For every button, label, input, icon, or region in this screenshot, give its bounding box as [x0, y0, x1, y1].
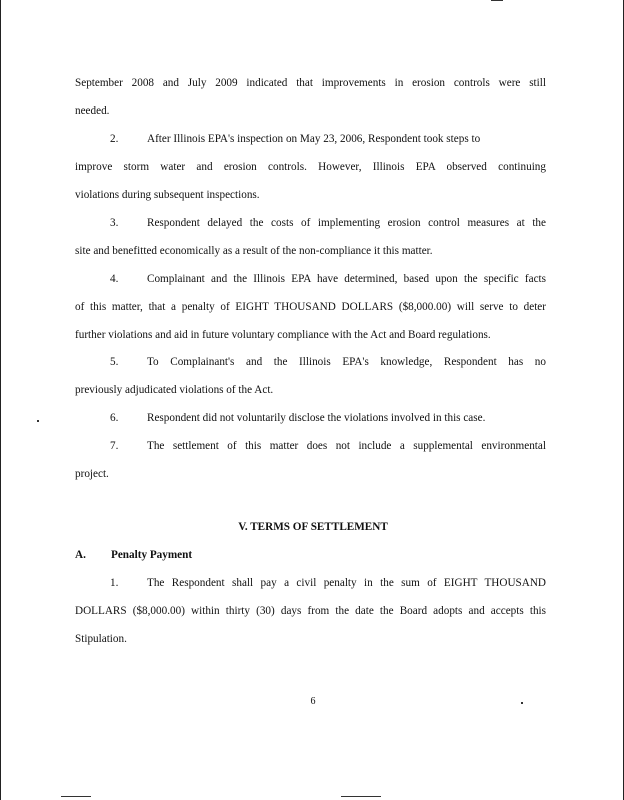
paragraph-number: 4. [110, 273, 119, 285]
paragraph-line [75, 411, 546, 425]
paragraph-line [75, 272, 546, 286]
subsection-heading [75, 548, 192, 562]
subsection-letter: A. [75, 549, 86, 561]
paragraph-line: further violations and aid in future voluntary compliance with the Act and Board regulations. [75, 329, 491, 341]
scan-mark [491, 0, 503, 1]
paragraph-line: needed. [75, 105, 110, 117]
subsection-title: Penalty Payment [111, 549, 193, 561]
paragraph-text: Respondent delayed the costs of implementing erosion control measures at the [147, 217, 546, 229]
paragraph-number: 1. [110, 577, 119, 589]
paragraph-text: The settlement of this matter does not include a supplemental environmental [147, 440, 546, 452]
paragraph-text: Respondent did not voluntarily disclose the violations involved in this case. [147, 412, 486, 424]
paragraph-line [75, 355, 546, 369]
scan-mark [341, 796, 381, 797]
scan-mark [61, 796, 91, 797]
paragraph-line [75, 132, 546, 146]
paragraph-line: of this matter, that a penalty of EIGHT THOUSAND DOLLARS ($8,000.00) will serve to deter [75, 301, 546, 313]
page-number: 6 [310, 696, 316, 707]
section-heading: V. TERMS OF SETTLEMENT [238, 521, 388, 533]
scan-speck [521, 702, 523, 704]
paragraph-line [75, 216, 546, 230]
paragraph-number: 5. [110, 356, 119, 368]
paragraph-text: Complainant and the Illinois EPA have determined, based upon the specific facts [147, 273, 546, 285]
paragraph-number: 7. [110, 440, 119, 452]
paragraph-number: 2. [110, 133, 119, 145]
paragraph-line [75, 439, 546, 453]
paragraph-number: 3. [110, 217, 119, 229]
paragraph-number: 6. [110, 412, 119, 424]
paragraph-line: previously adjudicated violations of the Act. [75, 384, 274, 396]
scan-speck [37, 420, 39, 422]
paragraph-line: site and benefitted economically as a result of the non-compliance it this matter. [75, 245, 433, 257]
paragraph-line: DOLLARS ($8,000.00) within thirty (30) days from the date the Board adopts and accepts this [75, 605, 546, 617]
paragraph-line [75, 576, 546, 590]
paragraph-text: After Illinois EPA's inspection on May 23, 2006, Respondent took steps to [147, 133, 481, 145]
paragraph-line: improve storm water and erosion controls. However, Illinois EPA observed continuing [75, 161, 546, 173]
paragraph-text: The Respondent shall pay a civil penalty in the sum of EIGHT THOUSAND [147, 577, 546, 589]
paragraph-line: violations during subsequent inspections. [75, 189, 260, 201]
paragraph-line: Stipulation. [75, 633, 127, 645]
paragraph-text: To Complainant's and the Illinois EPA's knowledge, Respondent has no [147, 356, 546, 368]
paragraph-line: project. [75, 468, 109, 480]
paragraph-line: September 2008 and July 2009 indicated that improvements in erosion controls were still [75, 77, 546, 89]
